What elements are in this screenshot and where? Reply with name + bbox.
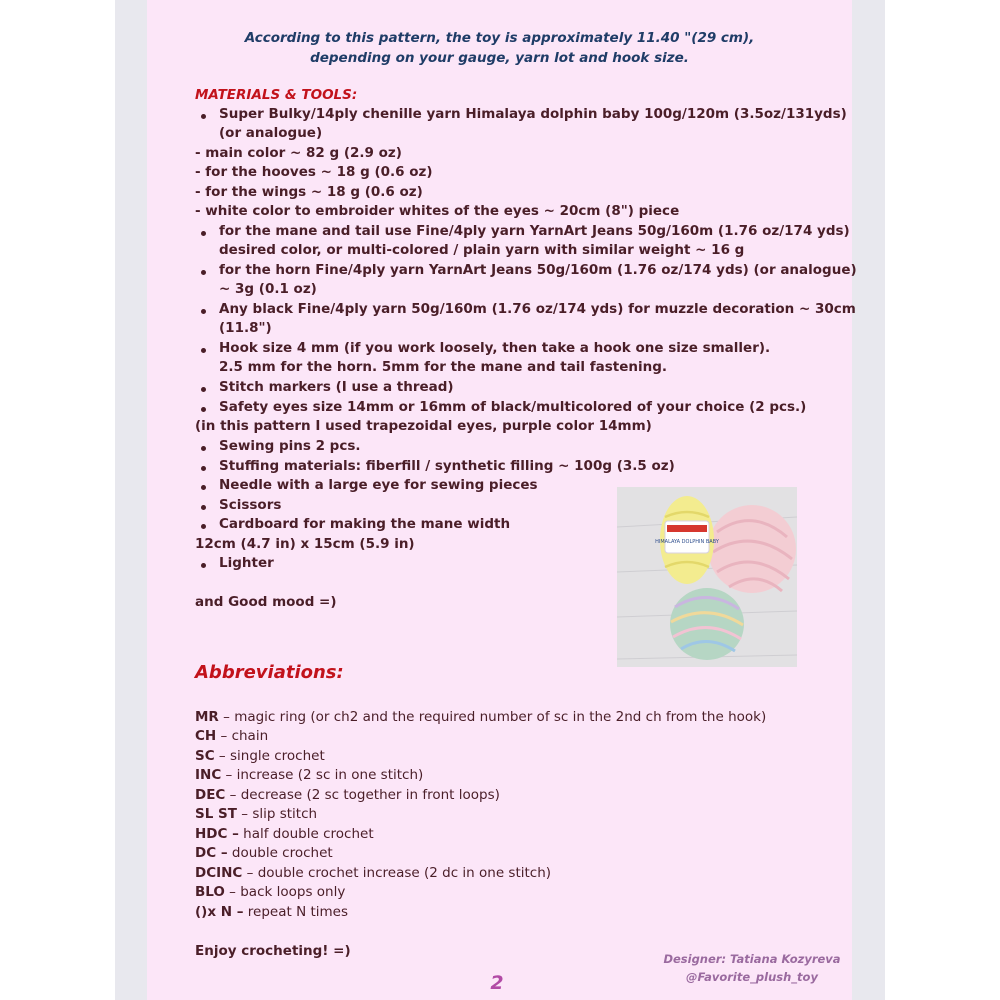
designer-credit (657, 950, 847, 986)
bullet-icon (201, 270, 206, 275)
abbr-term: MR (195, 709, 219, 725)
abbr-def: double crochet increase (2 dc in one stitch) (257, 865, 552, 881)
yarn-photo (617, 487, 797, 667)
material-line: (11.8") (219, 320, 272, 336)
abbr-sep: – (218, 709, 235, 725)
abbr-def: repeat N times (247, 904, 349, 920)
abbr-sep: – (225, 787, 241, 803)
intro-line-2: depending on your gauge, yarn lot and hook size. (310, 50, 689, 66)
abbr-term: ()x N – (195, 904, 244, 920)
abbr-sep: – (214, 748, 230, 764)
material-line: for the horn Fine/4ply yarn YarnArt Jeans 50g/160m (1.76 oz/174 yds) (or analogue) (219, 262, 857, 278)
material-line: Stitch markers (I use a thread) (219, 379, 454, 395)
abbreviation-item (195, 786, 500, 806)
abbr-term: SC (195, 748, 215, 764)
abbreviation-item (195, 864, 551, 884)
material-line: desired color, or multi-colored / plain yarn with similar weight ~ 16 g (219, 242, 745, 258)
abbr-term: BLO (195, 884, 225, 900)
intro-line-1: According to this pattern, the toy is approximately 11.40 "(29 cm), (244, 30, 755, 46)
material-line: Cardboard for making the mane width (219, 516, 511, 532)
abbr-def: chain (231, 728, 269, 744)
material-line: Sewing pins 2 pcs. (219, 438, 361, 454)
material-line: (in this pattern I used trapezoidal eyes, purple color 14mm) (195, 418, 652, 434)
abbr-def: increase (2 sc in one stitch) (236, 767, 424, 783)
material-line: Stuffing materials: fiberfill / synthetic filling ~ 100g (3.5 oz) (219, 458, 675, 474)
abbr-term: DC – (195, 845, 228, 861)
abbr-sep: – (242, 865, 258, 881)
abbr-def: single crochet (229, 748, 325, 764)
bullet-icon (201, 524, 206, 529)
material-line: Lighter (219, 555, 274, 571)
abbreviation-item (195, 844, 333, 864)
abbreviation-item (195, 805, 317, 825)
designer-name: Designer: Tatiana Kozyreva (663, 952, 841, 966)
material-line: Needle with a large eye for sewing pieces (219, 477, 538, 493)
abbr-sep: – (221, 767, 237, 783)
abbreviation-item (195, 708, 766, 728)
yarn-label: HIMALAYA DOLPHIN BABY (655, 539, 719, 545)
bullet-icon (201, 231, 206, 236)
abbreviation-item (195, 766, 423, 786)
closing-text: Enjoy crocheting! =) (195, 943, 351, 959)
bullet-icon (201, 563, 206, 568)
abbr-sep: – (224, 884, 241, 900)
material-line: Safety eyes size 14mm or 16mm of black/multicolored of your choice (2 pcs.) (219, 399, 807, 415)
material-line: - for the hooves ~ 18 g (0.6 oz) (195, 164, 433, 180)
abbr-term: HDC – (195, 826, 239, 842)
material-line: for the mane and tail use Fine/4ply yarn YarnArt Jeans 50g/160m (1.76 oz/174 yds) (219, 223, 850, 239)
material-line: - main color ~ 82 g (2.9 oz) (195, 145, 402, 161)
pattern-page (147, 0, 857, 1000)
bullet-icon (201, 466, 206, 471)
page-number: 2 (490, 972, 504, 994)
abbreviation-item (195, 825, 374, 845)
bullet-icon (201, 407, 206, 412)
bullet-icon (201, 446, 206, 451)
bullet-icon (201, 348, 206, 353)
right-margin (852, 0, 885, 1000)
bullet-icon (201, 387, 206, 392)
abbreviation-item (195, 903, 348, 923)
material-line: Super Bulky/14ply chenille yarn Himalaya dolphin baby 100g/120m (3.5oz/131yds) (219, 106, 847, 122)
abbr-term: SL ST (195, 806, 237, 822)
bullet-icon (201, 505, 206, 510)
material-line: ~ 3g (0.1 oz) (219, 281, 317, 297)
abbr-def: decrease (2 sc together in front loops) (240, 787, 500, 803)
abbr-term: INC (195, 767, 222, 783)
abbr-def: back loops only (240, 884, 346, 900)
material-line: - for the wings ~ 18 g (0.6 oz) (195, 184, 423, 200)
bullet-icon (201, 485, 206, 490)
abbr-term: CH (195, 728, 217, 744)
left-margin (115, 0, 147, 1000)
material-line: - white color to embroider whites of the eyes ~ 20cm (8") piece (195, 203, 680, 219)
designer-handle: @Favorite_plush_toy (686, 970, 818, 984)
bullet-icon (201, 309, 206, 314)
material-line: (or analogue) (219, 125, 323, 141)
materials-heading: MATERIALS & TOOLS: (195, 87, 358, 103)
abbr-sep: – (216, 728, 232, 744)
abbreviation-item (195, 883, 345, 903)
abbr-sep: – (236, 806, 253, 822)
material-line: and Good mood =) (195, 594, 337, 610)
bullet-icon (201, 114, 206, 119)
material-line: 2.5 mm for the horn. 5mm for the mane and tail fastening. (219, 359, 668, 375)
material-line: Scissors (219, 497, 282, 513)
abbreviation-item (195, 747, 325, 767)
abbr-def: double crochet (231, 845, 333, 861)
abbreviations-heading: Abbreviations: (195, 662, 344, 683)
intro-text (147, 28, 852, 68)
abbr-def: magic ring (or ch2 and the required number of sc in the 2nd ch from the hook) (234, 709, 767, 725)
abbreviation-item (195, 727, 268, 747)
abbr-def: slip stitch (252, 806, 318, 822)
material-line: Hook size 4 mm (if you work loosely, then take a hook one size smaller). (219, 340, 771, 356)
abbr-def: half double crochet (243, 826, 374, 842)
material-line: Any black Fine/4ply yarn 50g/160m (1.76 oz/174 yds) for muzzle decoration ~ 30cm (219, 301, 856, 317)
abbr-term: DEC (195, 787, 226, 803)
material-line: 12cm (4.7 in) x 15cm (5.9 in) (195, 536, 415, 552)
abbr-term: DCINC (195, 865, 243, 881)
